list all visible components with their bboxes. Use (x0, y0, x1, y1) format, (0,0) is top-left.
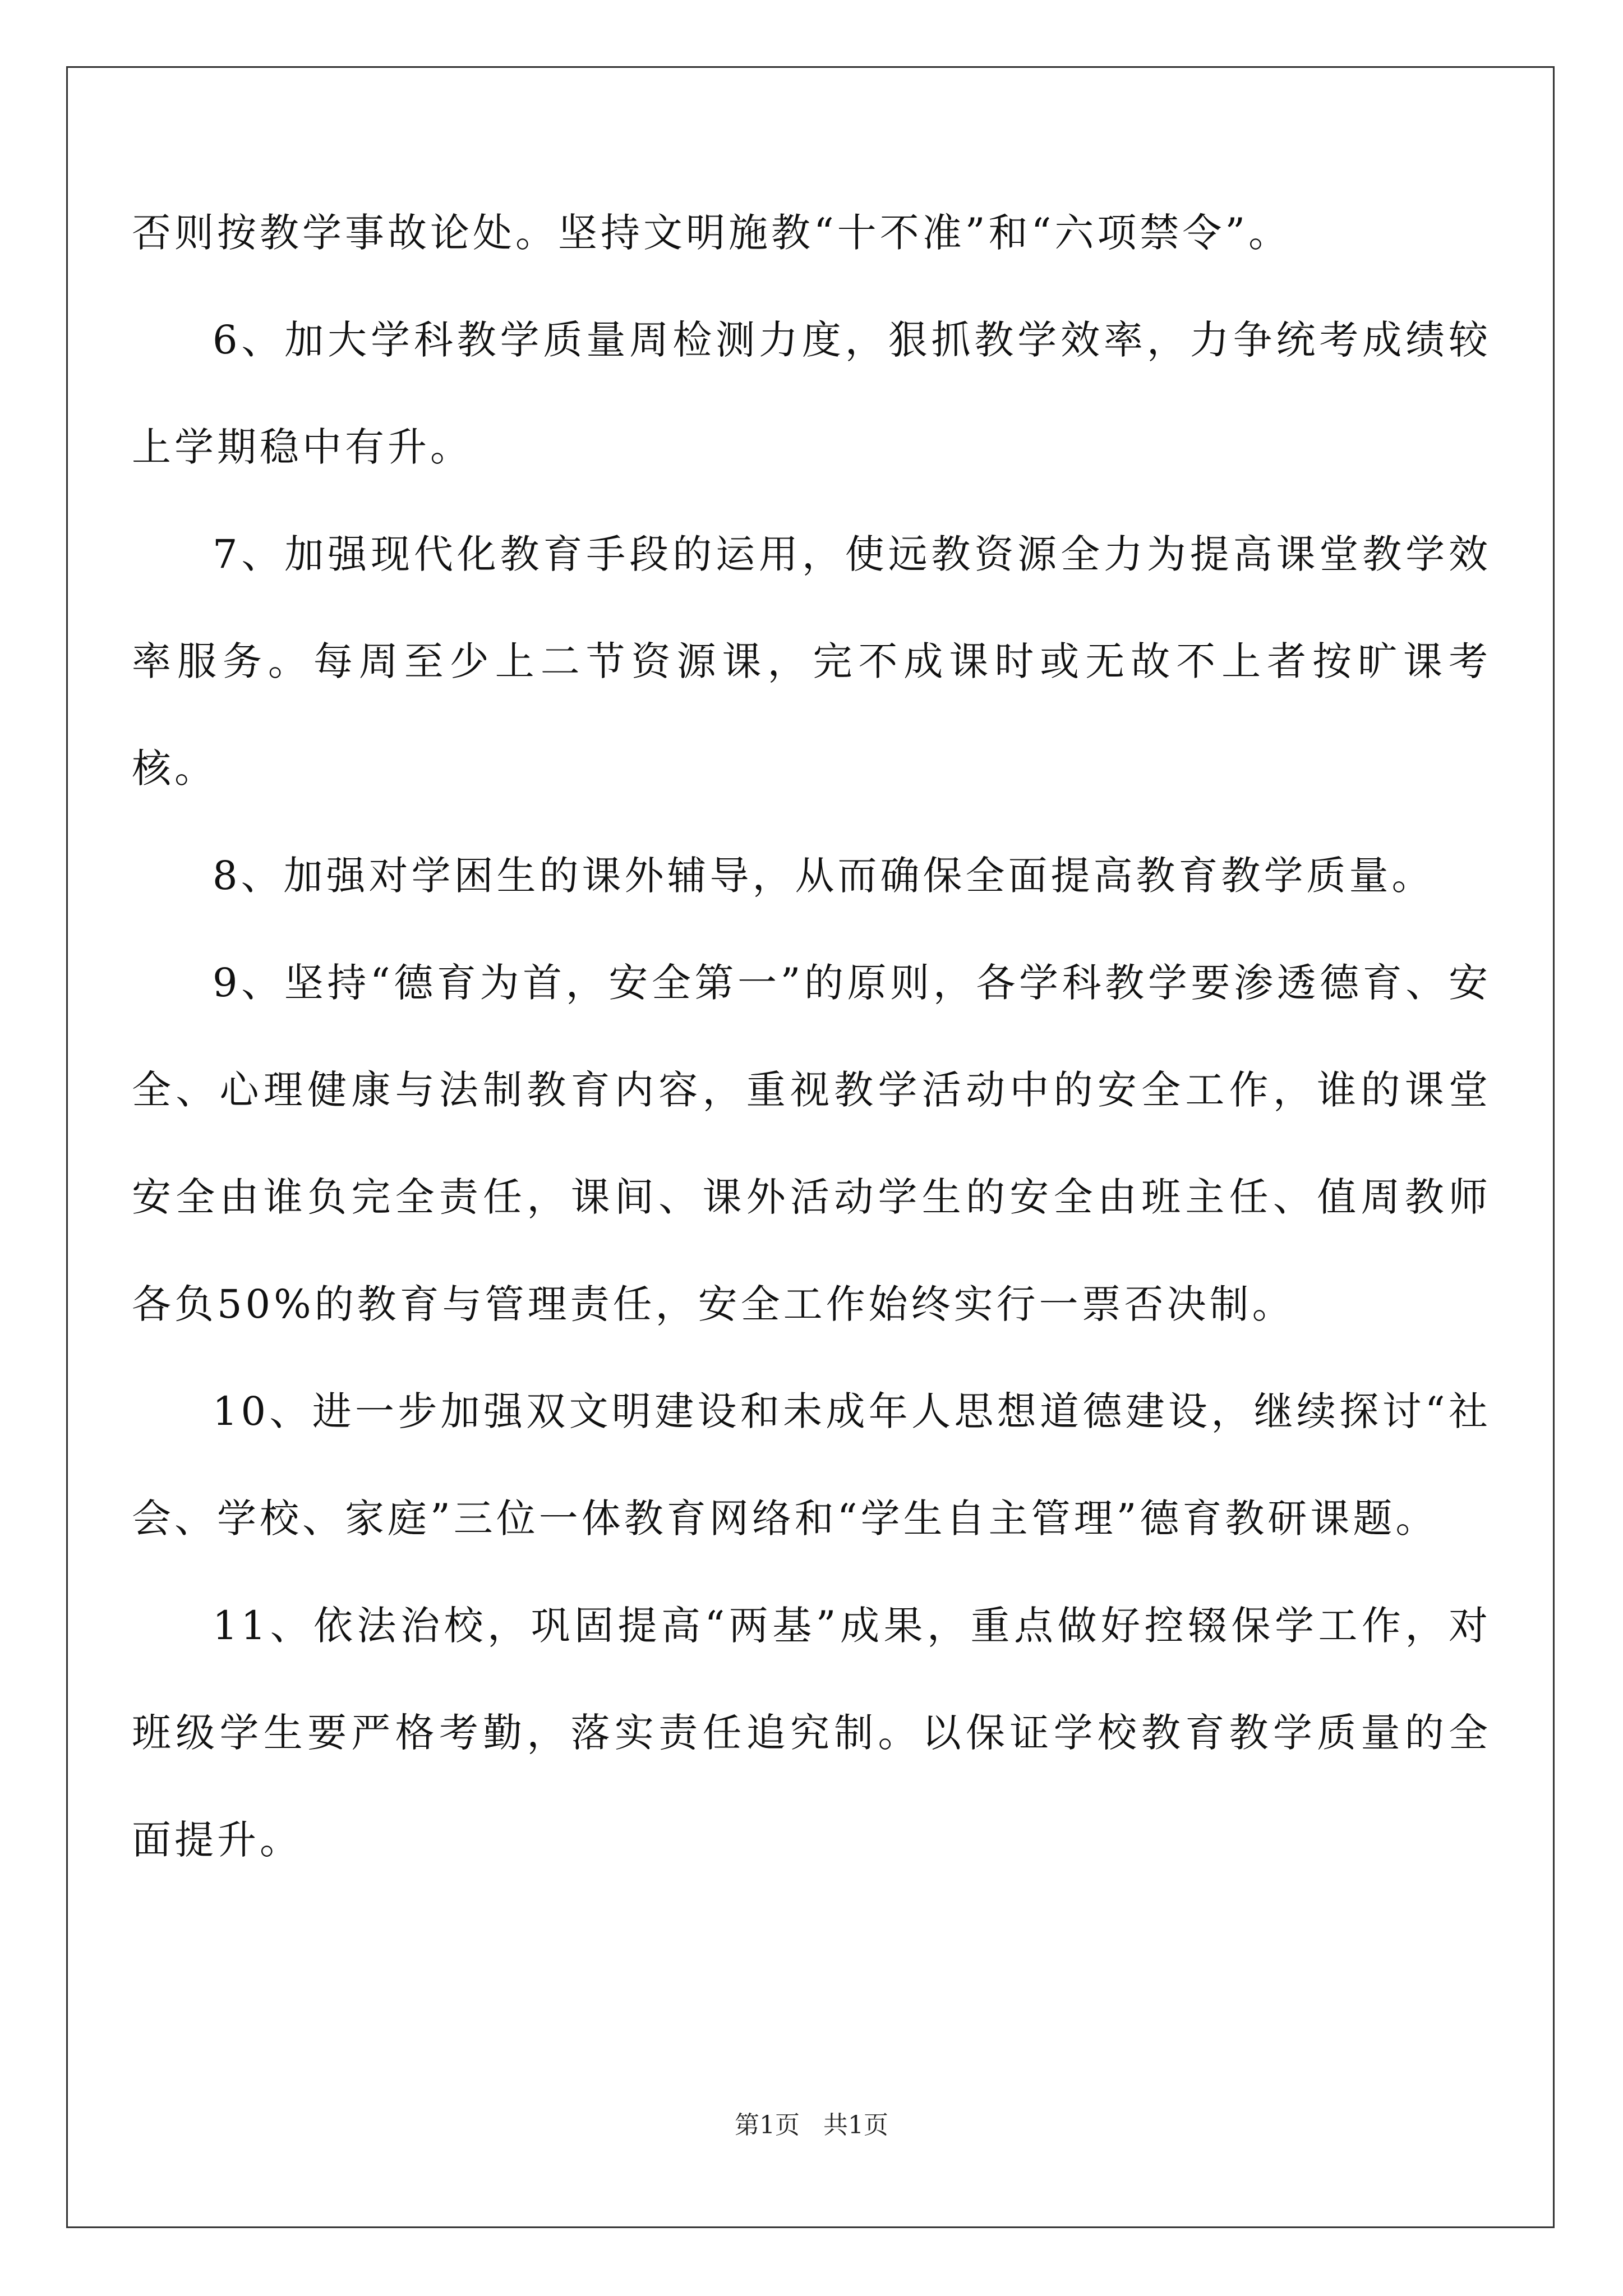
paragraph-2: 6、加大学科教学质量周检测力度，狠抓教学效率，力争统考成绩较上学期稳中有升。 (132, 317, 1491, 470)
page-footer (0, 2105, 1623, 2141)
paragraph-4: 8、加强对学困生的课外辅导，从而确保全面提高教育教学质量。 (213, 853, 1435, 899)
page-number-total: 共1页 (823, 2111, 888, 2139)
page-number-current: 第1页 (735, 2111, 800, 2139)
paragraph-1: 否则按教学事故论处。坚持文明施教“十不准”和“六项禁令”。 (132, 210, 1292, 256)
document-body (132, 180, 1491, 1894)
paragraph-7: 11、依法治校，巩固提高“两基”成果，重点做好控辍保学工作，对班级学生要严格考勤，落实责任追究制。以保证学校教育教学质量的全面提升。 (132, 1603, 1491, 1863)
paragraph-6: 10、进一步加强双文明建设和未成年人思想道德建设，继续探讨“社会、学校、家庭”三位一体教育网络和“学生自主管理”德育教研课题。 (132, 1388, 1491, 1542)
paragraph-5: 9、坚持“德育为首，安全第一”的原则，各学科教学要渗透德育、安全、心理健康与法制教育内容，重视教学活动中的安全工作，谁的课堂安全由谁负完全责任，课间、课外活动学生的安全由班主任、值周教师各负50%的教育与管理责任，安全工作始终实行一票否决制。 (132, 960, 1491, 1327)
paragraph-3: 7、加强现代化教育手段的运用，使远教资源全力为提高课堂教学效率服务。每周至少上二节资源课，完不成课时或无故不上者按旷课考核。 (132, 531, 1491, 792)
